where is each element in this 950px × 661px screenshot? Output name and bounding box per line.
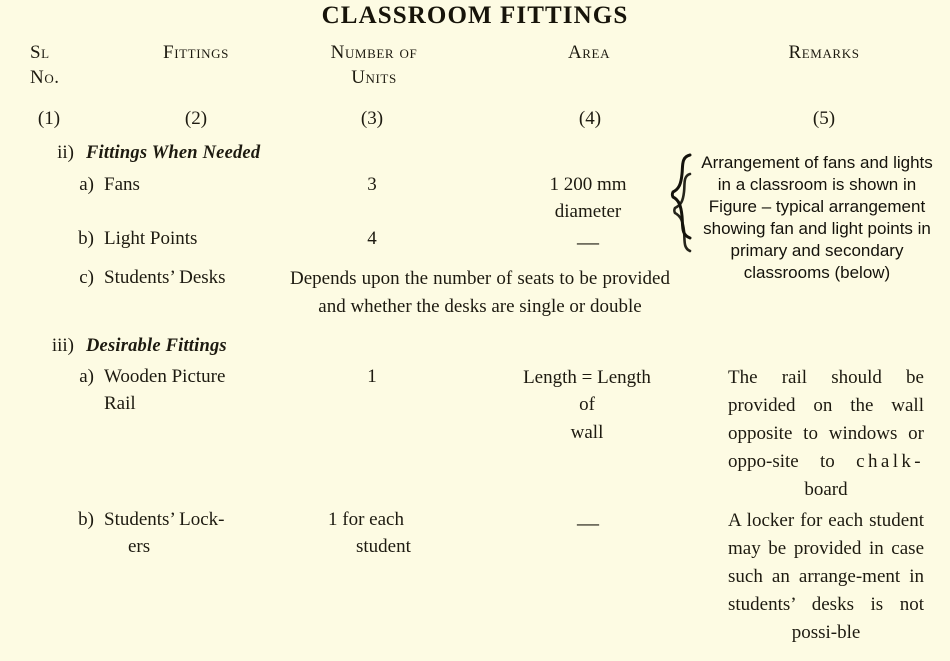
fitting-label-wooden-picture-rail <box>104 364 314 417</box>
column-header-fittings-line1: Fittings <box>163 42 229 63</box>
area-value-fans <box>500 172 676 226</box>
column-number-2: (2) <box>184 108 208 129</box>
fitting-picture-rail-line2: Rail <box>104 392 136 414</box>
row-letter-a-fans: a) <box>79 174 94 195</box>
remarks-students-lockers: A locker for each student may be provided in case such an arrange-ment in students’ desks is not possi-ble <box>728 510 924 643</box>
remarks-picture-rail <box>728 364 924 504</box>
units-value-fans: 3 <box>367 174 377 195</box>
column-header-area-line1: Area <box>567 42 611 63</box>
area-value-picture-rail <box>480 364 694 446</box>
page-title: CLASSROOM FITTINGS <box>321 2 629 29</box>
row-letter-a-picture-rail: a) <box>79 366 94 387</box>
annotation-line-5: primary and secondary <box>730 241 904 261</box>
remarks-picture-rail-part1: The rail should be provided on the wall opposite to windows or oppo-site to <box>728 367 924 472</box>
units-lockers-line1: 1 for each <box>328 509 404 530</box>
area-value-light-points: — <box>577 229 599 254</box>
units-lockers-line2: student <box>356 535 411 557</box>
units-value-picture-rail: 1 <box>367 366 377 387</box>
area-picture-rail-line2: of <box>579 394 595 416</box>
column-number-5: (5) <box>812 108 836 129</box>
section-numeral-ii: ii) <box>57 142 74 163</box>
fitting-picture-rail-line1: Wooden Picture <box>104 366 226 387</box>
fitting-lockers-line2: ers <box>128 535 151 557</box>
annotation-line-4: showing fan and light points in <box>703 219 931 239</box>
column-header-sl-no-line2: No. <box>30 67 60 89</box>
units-value-students-lockers <box>328 507 498 560</box>
column-header-remarks-line1: Remarks <box>788 42 860 63</box>
annotation-text <box>686 152 948 285</box>
fitting-label-light-points: Light Points <box>104 228 198 249</box>
column-header-number-of-units <box>290 40 458 90</box>
area-picture-rail-line3: wall <box>570 421 604 443</box>
section-heading-desirable-fittings: Desirable Fittings <box>86 336 227 356</box>
annotation-line-2: in a classroom is shown in <box>717 175 917 195</box>
remarks-picture-rail-part2: board <box>804 478 848 500</box>
section-numeral-iii: iii) <box>51 335 74 356</box>
row-letter-b-light-points: b) <box>78 228 94 249</box>
area-fans-line1: 1 200 mm <box>549 174 627 195</box>
column-header-sl-no-line1: Sl <box>30 42 50 63</box>
annotation-line-1: Arrangement of fans and lights <box>701 153 933 172</box>
area-value-students-lockers: — <box>577 510 599 535</box>
section-heading-fittings-when-needed: Fittings When Needed <box>86 143 261 163</box>
row-letter-b-students-lockers: b) <box>78 509 94 530</box>
area-fans-line2: diameter <box>554 200 622 222</box>
column-header-units-line2: Units <box>351 67 397 89</box>
column-number-4: (4) <box>578 108 602 129</box>
column-header-remarks <box>732 40 916 65</box>
units-value-light-points: 4 <box>367 228 377 249</box>
fitting-label-fans: Fans <box>104 174 140 195</box>
remarks-picture-rail-spaced: chalk- <box>856 450 924 472</box>
column-header-sl-no <box>18 40 98 90</box>
units-area-span-students-desks: Depends upon the number of seats to be provided and whether the desks are single or double <box>290 268 670 317</box>
annotation-line-3: Figure – typical arrangement <box>708 197 926 217</box>
area-picture-rail-line1: Length = Length <box>523 367 651 388</box>
fitting-label-students-lockers <box>104 507 318 560</box>
annotation-line-6: classrooms (below) <box>743 263 891 283</box>
column-header-area <box>506 40 672 65</box>
column-header-fittings <box>116 40 276 65</box>
column-number-3: (3) <box>360 108 384 129</box>
row-letter-c-students-desks: c) <box>79 267 94 288</box>
column-number-1: (1) <box>37 108 61 129</box>
column-header-units-line1: Number of <box>330 42 418 63</box>
fitting-lockers-line1: Students’ Lock- <box>104 509 225 530</box>
fitting-label-students-desks: Students’ Desks <box>104 267 226 288</box>
